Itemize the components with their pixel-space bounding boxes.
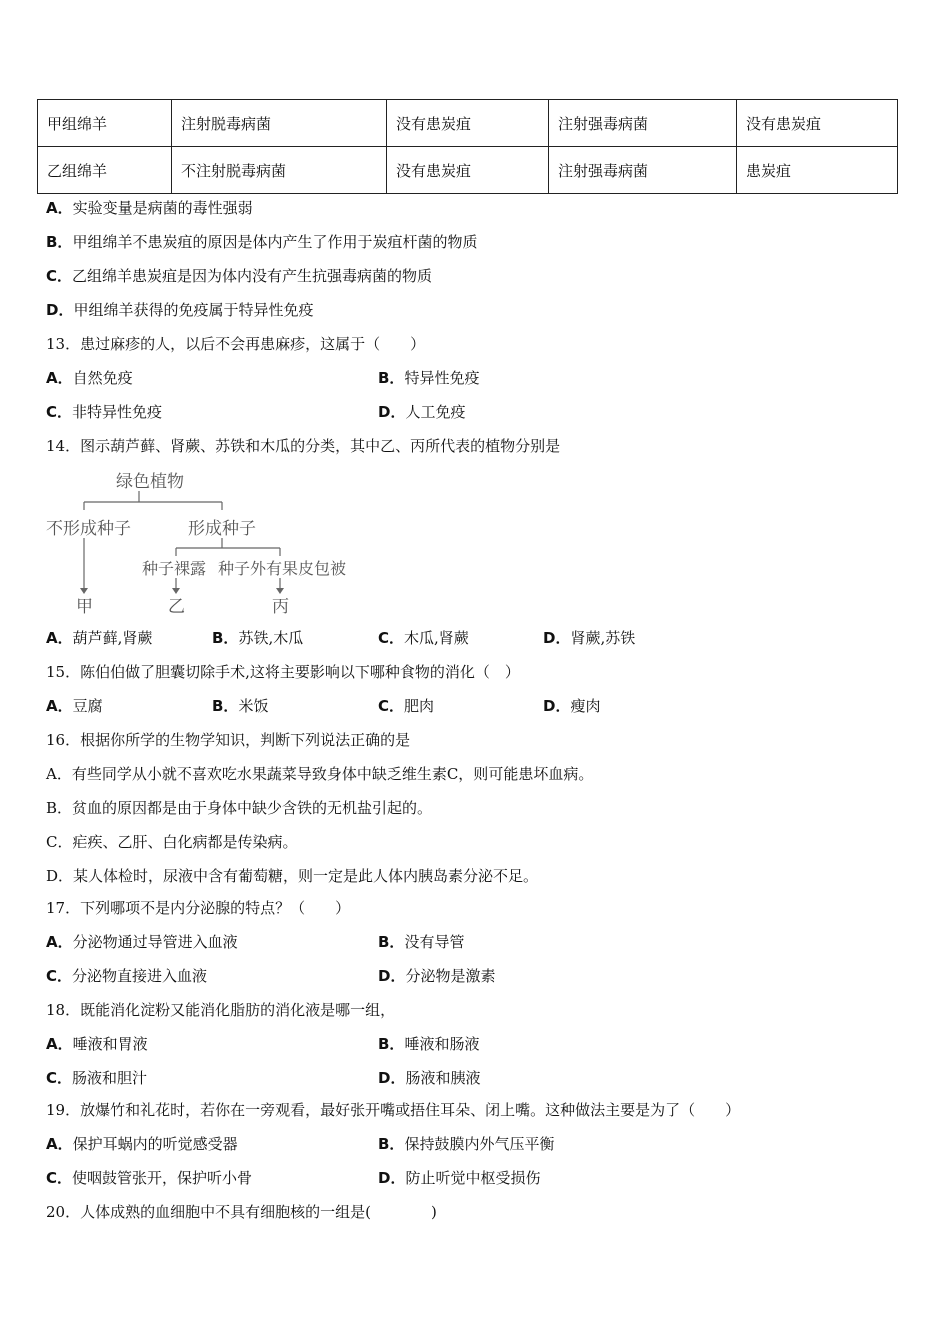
diagram-root-label: 绿色植物	[116, 472, 184, 492]
q17-option-c: C．分泌物直接进入血液	[46, 967, 208, 985]
q13-option-b: B．特异性免疫	[378, 369, 480, 387]
table-cell: 没有患炭疽	[737, 100, 898, 147]
q18-option-d: D．肠液和胰液	[378, 1069, 481, 1087]
q20-stem: 20．人体成熟的血细胞中不具有细胞核的一组是( )	[46, 1203, 437, 1221]
q14-stem: 14．图示葫芦藓、肾蕨、苏铁和木瓜的分类，其中乙、丙所代表的植物分别是	[46, 437, 561, 455]
q12-option-b: B．甲组绵羊不患炭疽的原因是体内产生了作用于炭疽杆菌的物质	[46, 233, 478, 251]
q16-option-a: A．有些同学从小就不喜欢吃水果蔬菜导致身体中缺乏维生素C，则可能患坏血病。	[46, 765, 594, 783]
diagram-leaf-jia: 甲	[76, 597, 93, 617]
q19-stem: 19．放爆竹和礼花时，若你在一旁观看，最好张开嘴或捂住耳朵、闭上嘴。这种做法主要是为了（ ）	[46, 1101, 741, 1119]
diagram-leaf-bing: 丙	[272, 597, 289, 617]
q18-stem: 18．既能消化淀粉又能消化脂肪的消化液是哪一组，	[46, 1001, 396, 1019]
q14-option-c: C．木瓜,肾蕨	[378, 629, 469, 647]
q18-option-a: A．唾液和胃液	[46, 1035, 148, 1053]
q14-option-a: A．葫芦藓,肾蕨	[46, 629, 153, 647]
table-row	[38, 147, 898, 194]
q17-stem: 17．下列哪项不是内分泌腺的特点？（ ）	[46, 899, 351, 917]
q18-option-c: C．肠液和胆汁	[46, 1069, 148, 1087]
q13-stem: 13．患过麻疹的人，以后不会再患麻疹，这属于（ ）	[46, 335, 426, 353]
table-cell: 没有患炭疽	[387, 147, 549, 194]
diagram-sub-left-label: 种子裸露	[142, 559, 207, 578]
diagram-right-label: 形成种子	[188, 519, 256, 539]
q12-option-d: D．甲组绵羊获得的免疫属于特异性免疫	[46, 301, 314, 319]
q16-option-b: B．贫血的原因都是由于身体中缺少含铁的无机盐引起的。	[46, 799, 433, 817]
q19-option-b: B．保持鼓膜内外气压平衡	[378, 1135, 555, 1153]
table-row	[38, 100, 898, 147]
q13-option-a: A．自然免疫	[46, 369, 133, 387]
table-cell: 乙组绵羊	[38, 147, 172, 194]
table-cell: 注射强毒病菌	[549, 100, 737, 147]
q14-option-b: B．苏铁,木瓜	[212, 629, 304, 647]
table-cell: 没有患炭疽	[387, 100, 549, 147]
q19-option-c: C．使咽鼓管张开，保护听小骨	[46, 1169, 253, 1187]
q13-option-c: C．非特异性免疫	[46, 403, 163, 421]
q17-option-a: A．分泌物通过导管进入血液	[46, 933, 238, 951]
q16-stem: 16．根据你所学的生物学知识，判断下列说法正确的是	[46, 731, 411, 749]
q16-option-d: D．某人体检时，尿液中含有葡萄糖，则一定是此人体内胰岛素分泌不足。	[46, 867, 539, 885]
q13-option-d: D．人工免疫	[378, 403, 466, 421]
experiment-table	[37, 99, 898, 194]
q16-option-c: C．疟疾、乙肝、白化病都是传染病。	[46, 833, 298, 851]
q15-option-c: C．肥肉	[378, 697, 435, 715]
q15-option-d: D．瘦肉	[543, 697, 601, 715]
q15-option-a: A．豆腐	[46, 697, 103, 715]
q17-option-b: B．没有导管	[378, 933, 465, 951]
table-cell: 甲组绵羊	[38, 100, 172, 147]
table-cell: 患炭疽	[737, 147, 898, 194]
q12-option-a: A．实验变量是病菌的毒性强弱	[46, 199, 253, 217]
q12-option-c: C．乙组绵羊患炭疽是因为体内没有产生抗强毒病菌的物质	[46, 267, 433, 285]
diagram-leaf-yi: 乙	[168, 597, 185, 617]
diagram-left-label: 不形成种子	[46, 519, 131, 539]
q15-stem: 15．陈伯伯做了胆囊切除手术,这将主要影响以下哪种食物的消化（ ）	[46, 663, 520, 681]
table-cell: 不注射脱毒病菌	[172, 147, 387, 194]
q18-option-b: B．唾液和肠液	[378, 1035, 480, 1053]
diagram-sub-right-label: 种子外有果皮包被	[218, 559, 347, 578]
plant-classification-diagram	[44, 466, 364, 618]
q15-option-b: B．米饭	[212, 697, 269, 715]
q19-option-a: A．保护耳蜗内的听觉感受器	[46, 1135, 238, 1153]
table-cell: 注射脱毒病菌	[172, 100, 387, 147]
q17-option-d: D．分泌物是激素	[378, 967, 496, 985]
q19-option-d: D．防止听觉中枢受损伤	[378, 1169, 541, 1187]
table-cell: 注射强毒病菌	[549, 147, 737, 194]
q14-option-d: D．肾蕨,苏铁	[543, 629, 636, 647]
